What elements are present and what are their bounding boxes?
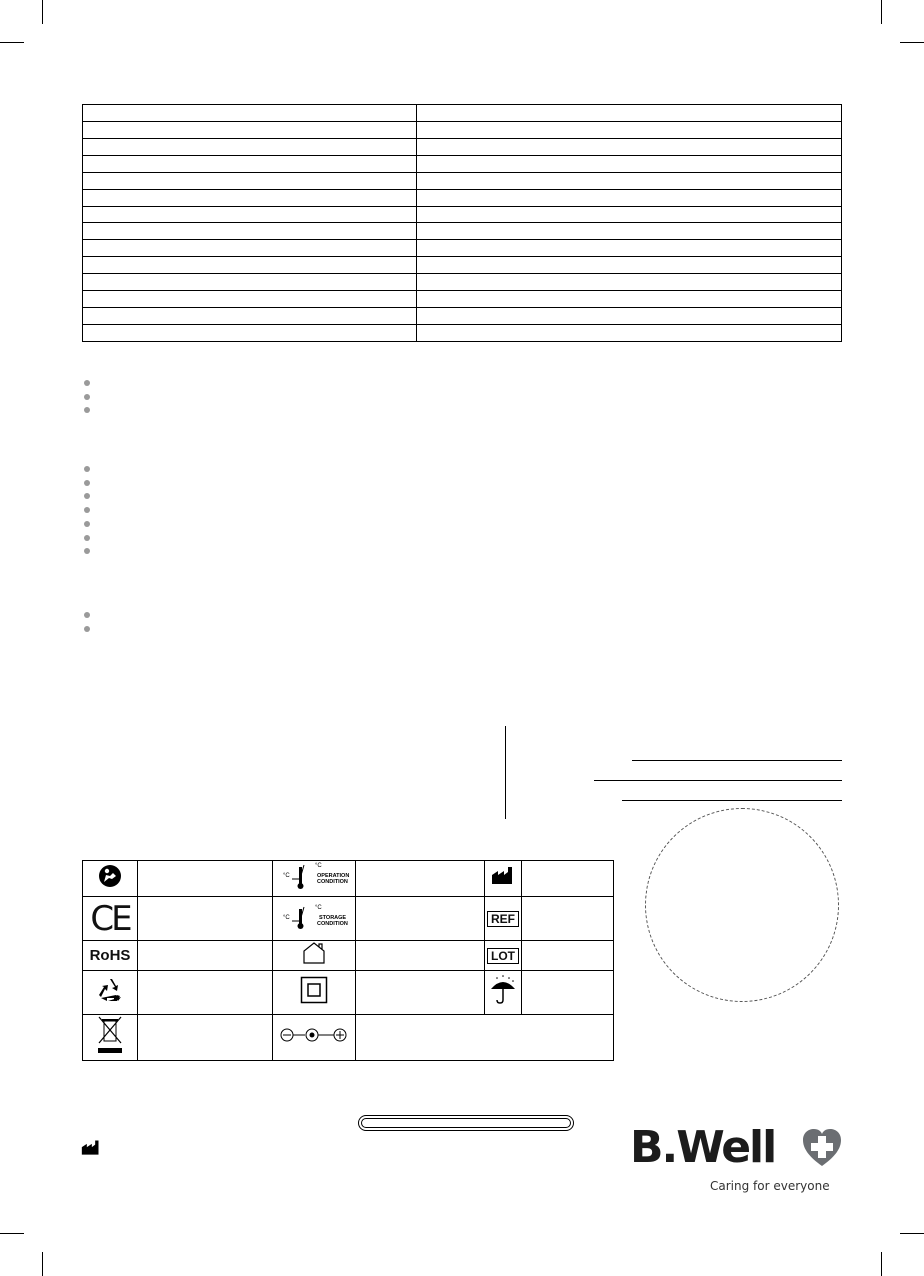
form-line <box>622 800 842 801</box>
stamp-area <box>645 808 839 1002</box>
svg-text:°C: °C <box>283 915 290 921</box>
svg-text:°C: °C <box>315 863 322 869</box>
spec-value-cell <box>417 324 842 341</box>
crop-mark <box>42 0 43 24</box>
spec-value-cell <box>417 291 842 308</box>
manufacturer-icon <box>491 867 515 885</box>
operation-temperature-icon <box>275 861 353 891</box>
spec-row <box>83 206 842 223</box>
svg-text:CONDITION: CONDITION <box>317 921 348 927</box>
crop-mark <box>0 42 24 43</box>
spec-label-cell <box>83 324 417 341</box>
svg-text:STORAGE: STORAGE <box>319 915 347 921</box>
form-line <box>594 780 842 781</box>
operation-temp-cell <box>273 861 356 897</box>
dc-polarity-icon <box>279 1026 349 1044</box>
spec-row <box>83 105 842 122</box>
serial-number-box-inner <box>361 1118 571 1128</box>
specification-table <box>82 104 842 342</box>
spec-row <box>83 155 842 172</box>
spec-row <box>83 223 842 240</box>
spec-row <box>83 257 842 274</box>
spec-label-cell <box>83 240 417 257</box>
keep-dry-icon <box>489 975 517 1005</box>
brand-tagline: Caring for everyone <box>710 1179 830 1193</box>
spec-label-cell <box>83 308 417 325</box>
ce-mark-icon: CE <box>90 898 130 939</box>
storage-temp-cell <box>273 897 356 941</box>
rohs-icon: RoHS <box>89 946 131 964</box>
ce-cell <box>83 897 138 941</box>
bullet-point <box>84 480 90 486</box>
crop-mark <box>900 42 924 43</box>
spec-label-cell <box>83 105 417 122</box>
section-divider <box>505 726 506 819</box>
spec-value-cell <box>417 240 842 257</box>
bullet-point <box>84 407 90 413</box>
indoor-cell <box>273 941 356 971</box>
bullet-point <box>84 626 90 632</box>
spec-value-cell <box>417 189 842 206</box>
weee-cell <box>83 1015 138 1061</box>
spec-row <box>83 308 842 325</box>
spec-row <box>83 189 842 206</box>
crop-mark <box>42 1252 43 1276</box>
ref-icon: REF <box>487 911 519 927</box>
storage-temperature-icon <box>275 901 353 931</box>
spec-label-cell <box>83 155 417 172</box>
crop-mark <box>881 0 882 24</box>
crop-mark <box>881 1252 882 1276</box>
spec-label-cell <box>83 257 417 274</box>
bullet-point <box>84 466 90 472</box>
spec-label-cell <box>83 223 417 240</box>
class-ii-icon <box>300 976 328 1004</box>
spec-value-cell <box>417 257 842 274</box>
svg-text:°C: °C <box>283 873 290 879</box>
spec-label-cell <box>83 121 417 138</box>
spec-row <box>83 138 842 155</box>
spec-row <box>83 240 842 257</box>
svg-text:OPERATION: OPERATION <box>317 873 350 879</box>
spec-value-cell <box>417 172 842 189</box>
read-manual-icon <box>98 864 122 888</box>
bullet-point <box>84 394 90 400</box>
recycle-icon <box>97 977 123 1003</box>
manufacturer-icon <box>81 1140 101 1156</box>
indoor-use-icon <box>301 942 327 964</box>
svg-text:CONDITION: CONDITION <box>317 879 348 885</box>
recycle-cell <box>83 971 138 1015</box>
spec-value-cell <box>417 138 842 155</box>
spec-value-cell <box>417 105 842 122</box>
bullet-point <box>84 507 90 513</box>
spec-label-cell <box>83 189 417 206</box>
spec-row <box>83 324 842 341</box>
lot-icon: LOT <box>487 948 519 964</box>
bullet-point <box>84 521 90 527</box>
spec-label-cell <box>83 206 417 223</box>
spec-value-cell <box>417 206 842 223</box>
svg-text:°C: °C <box>315 905 322 911</box>
spec-row <box>83 274 842 291</box>
spec-label-cell <box>83 172 417 189</box>
read-manual-cell <box>83 861 138 897</box>
class-ii-cell <box>273 971 356 1015</box>
spec-label-cell <box>83 138 417 155</box>
spec-row <box>83 172 842 189</box>
rohs-cell <box>83 941 138 971</box>
crop-mark <box>900 1233 924 1234</box>
spec-row <box>83 291 842 308</box>
symbols-table <box>82 860 614 1061</box>
spec-row <box>83 121 842 138</box>
dc-polarity-cell <box>273 1015 356 1061</box>
brand-name: B.Well <box>630 1122 776 1173</box>
brand-logo <box>630 1122 845 1194</box>
spec-value-cell <box>417 274 842 291</box>
spec-value-cell <box>417 155 842 172</box>
spec-label-cell <box>83 291 417 308</box>
keep-dry-cell <box>485 971 522 1015</box>
manufacturer-cell <box>485 861 522 897</box>
bullet-point <box>84 380 90 386</box>
bullet-point <box>84 493 90 499</box>
crop-mark <box>0 1233 24 1234</box>
spec-value-cell <box>417 223 842 240</box>
ref-cell <box>485 897 522 941</box>
bullet-point <box>84 548 90 554</box>
lot-cell <box>485 941 522 971</box>
spec-label-cell <box>83 274 417 291</box>
spec-value-cell <box>417 308 842 325</box>
heart-cross-icon <box>802 1128 842 1168</box>
weee-bin-icon <box>96 1015 124 1055</box>
bullet-point <box>84 612 90 618</box>
bullet-point <box>84 535 90 541</box>
form-line <box>632 760 842 761</box>
spec-value-cell <box>417 121 842 138</box>
